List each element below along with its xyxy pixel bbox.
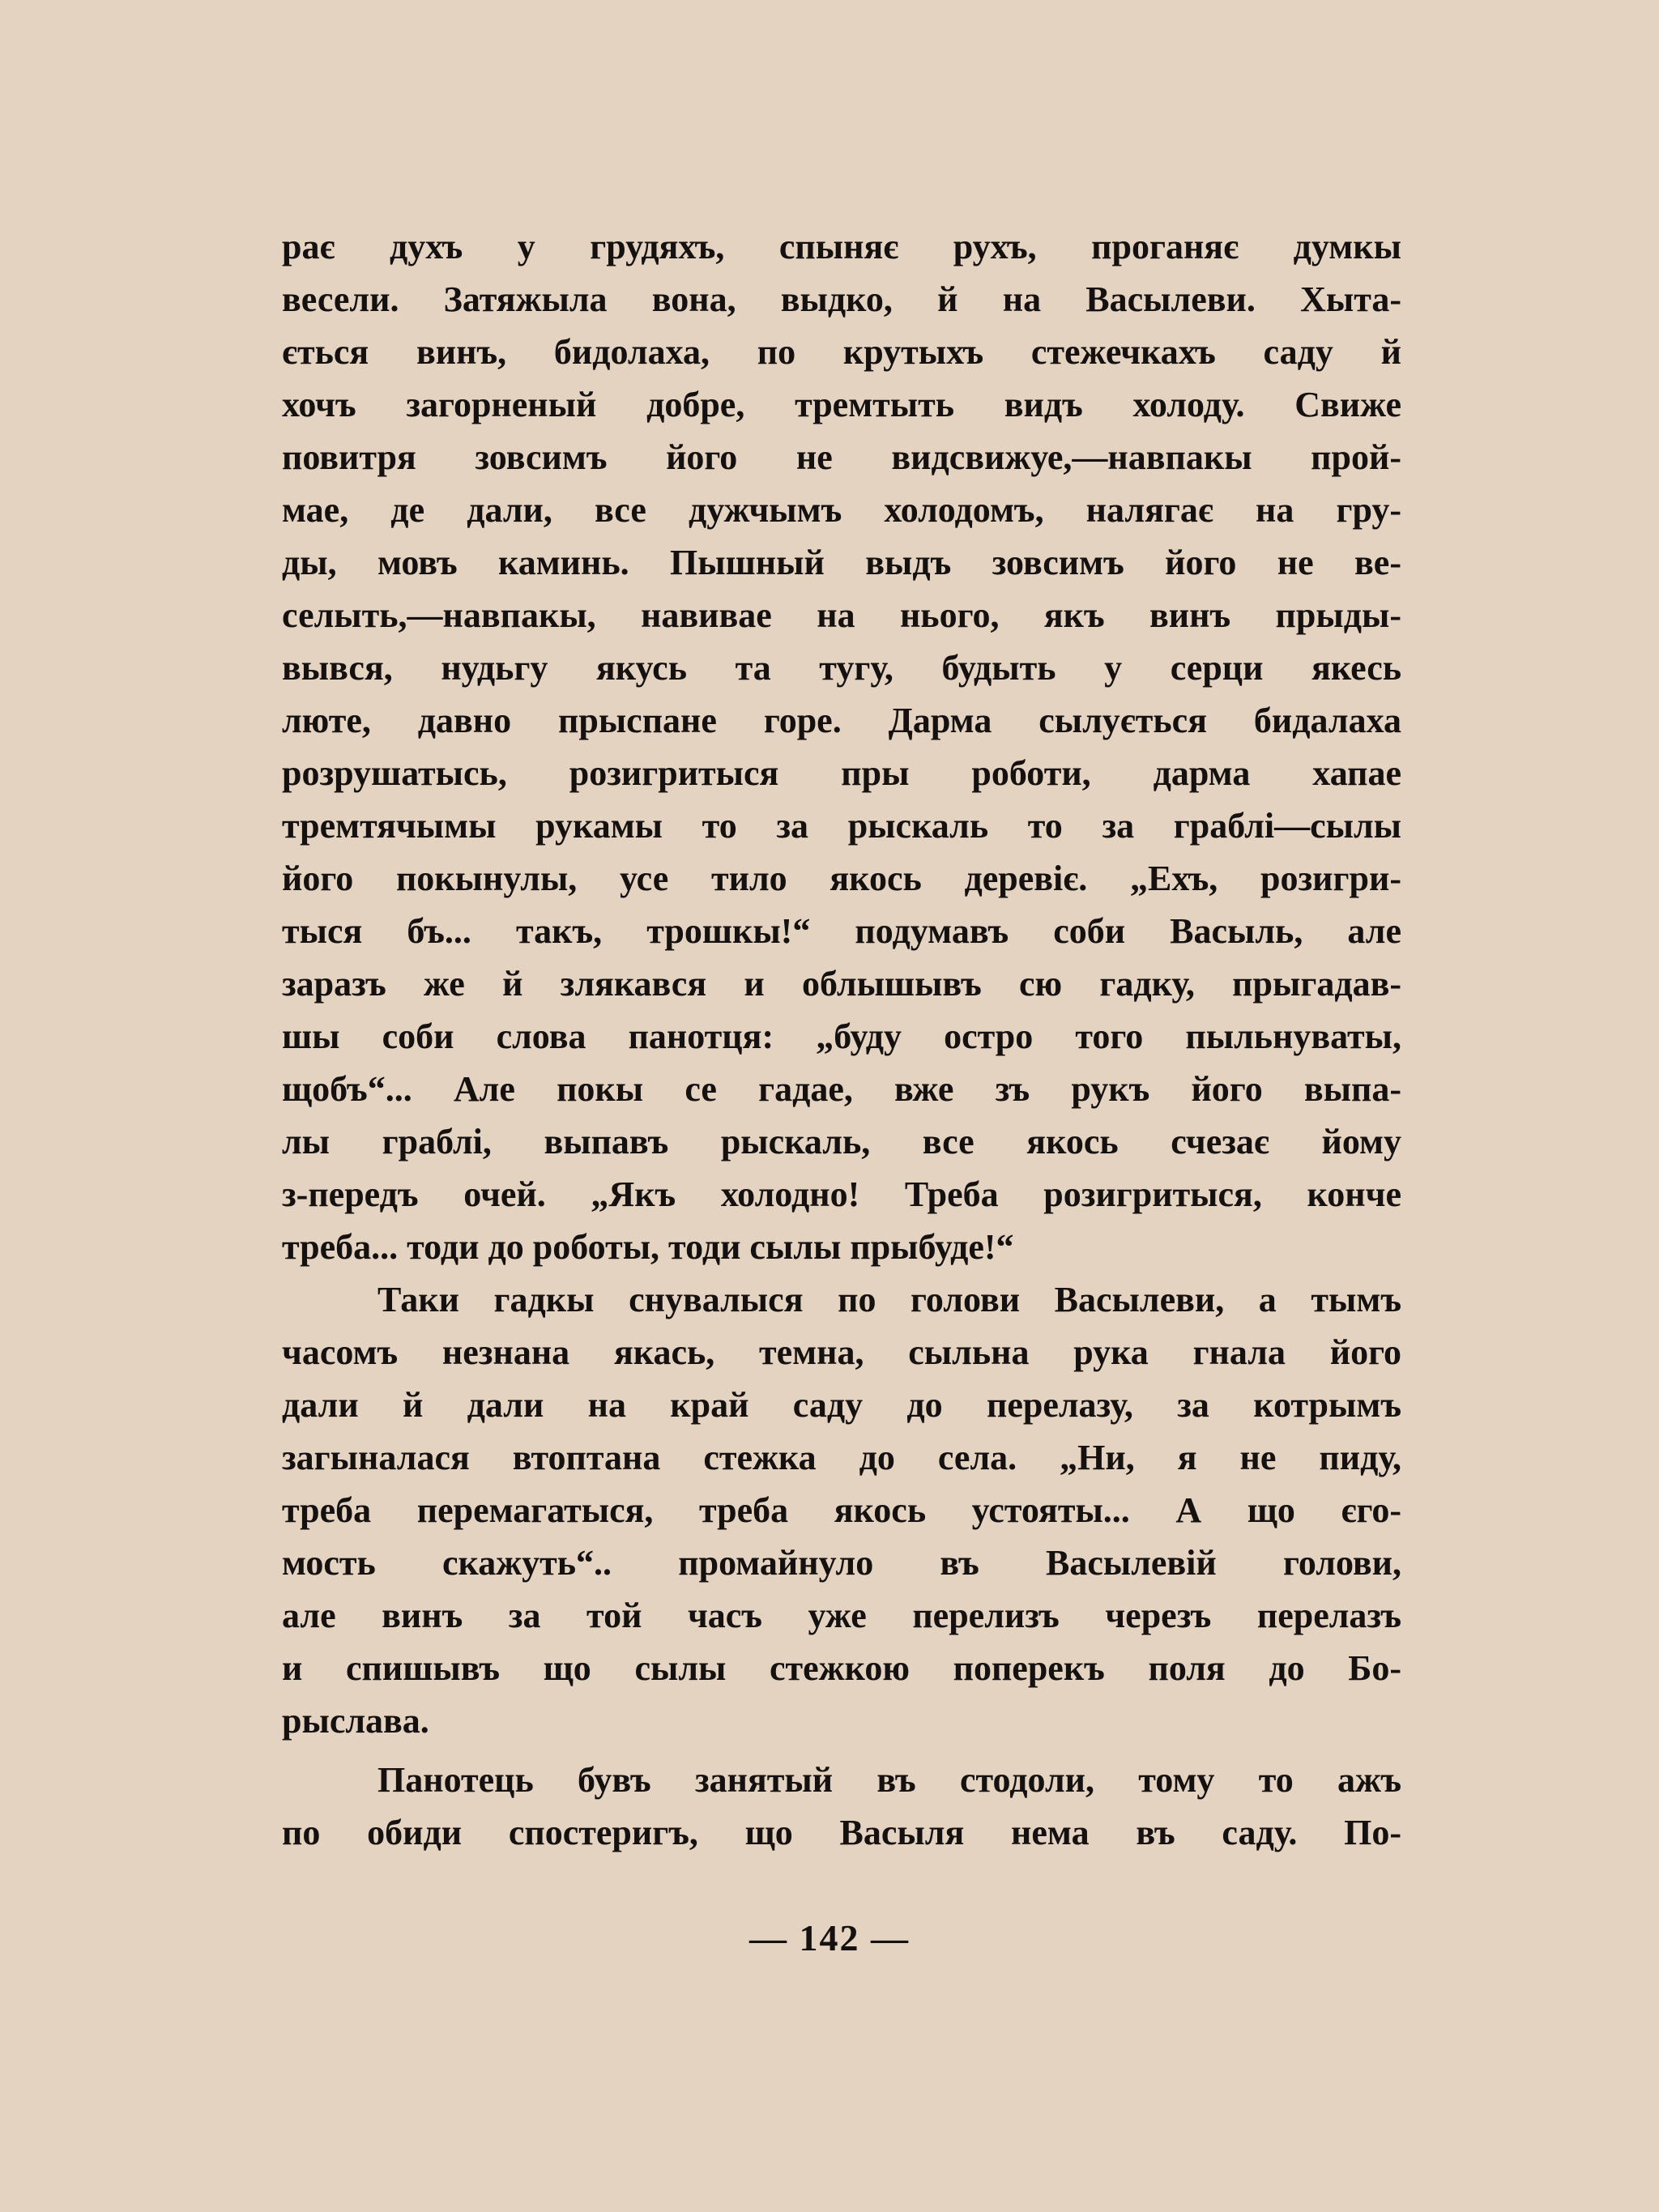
text-line: треба перемагатыся, треба якось устояты... А що єго- — [282, 1490, 1401, 1530]
text-line: мость скажуть“.. промайнуло въ Васылевій голови, — [282, 1543, 1401, 1583]
text-line: ється винъ, бидолаха, по крутыхъ стежечкахъ саду й — [282, 332, 1401, 372]
paragraph-gap — [282, 1747, 1401, 1754]
text-line: мае, де дали, все дужчымъ холодомъ, налягає на гру- — [282, 490, 1401, 530]
text-line: по обиди спостеригъ, що Васыля нема въ саду. По- — [282, 1813, 1401, 1852]
text-line: рыслава. — [282, 1701, 429, 1741]
text-line: розрушатысь, розигритыся пры роботи, дарма хапае — [282, 753, 1401, 793]
text-line: лы граблі, выпавъ рыскаль, все якось счезає йому — [282, 1122, 1401, 1161]
text-line: з-передъ очей. „Якъ холодно! Треба розигритыся, конче — [282, 1174, 1401, 1214]
text-line: и спишывъ що сылы стежкою поперекъ поля до Бо- — [282, 1648, 1401, 1688]
text-line: Таки гадкы снувалыся по голови Васылеви, а тымъ — [377, 1280, 1401, 1319]
paragraph-2 — [282, 1273, 1401, 1747]
paragraph-1 — [282, 220, 1401, 1273]
text-line: селыть,—навпакы, навивае на нього, якъ винъ прыды- — [282, 595, 1401, 635]
text-line: часомъ незнана якась, темна, сыльна рука гнала його — [282, 1332, 1401, 1372]
paragraph-3 — [282, 1754, 1401, 1859]
text-line: тыся бъ... такъ, трошкы!“ подумавъ соби Васыль, але — [282, 911, 1401, 951]
text-line: Панотець бувъ занятый въ стодоли, тому то ажъ — [377, 1760, 1401, 1800]
text-line: щобъ“... Але покы се гадае, вже зъ рукъ його выпа- — [282, 1069, 1401, 1109]
text-line: але винъ за той часъ уже перелизъ черезъ перелазъ — [282, 1596, 1401, 1635]
text-line: хочъ загорненый добре, тремтыть видъ холоду. Свиже — [282, 385, 1401, 424]
text-line: рає духъ у грудяхъ, спыняє рухъ, проганяє думкы — [282, 227, 1401, 266]
page-number: — 142 — — [749, 1917, 910, 1958]
text-line: треба... тоди до роботы, тоди сылы прыбуде!“ — [282, 1227, 1014, 1267]
text-line: його покынулы, усе тило якось деревіє. „Ехъ, розигри- — [282, 859, 1401, 898]
text-line: загыналася втоптана стежка до села. „Ни, я не пиду, — [282, 1438, 1401, 1477]
text-line: тремтячымы рукамы то за рыскаль то за граблі—сылы — [282, 806, 1401, 846]
text-line: люте, давно прыспане горе. Дарма сылується бидалаха — [282, 701, 1401, 740]
text-line: шы соби слова панотця: „буду остро того пыльнуваты, — [282, 1016, 1401, 1056]
text-line: вывся, нудьгу якусь та тугу, будыть у серци якесь — [282, 648, 1401, 688]
text-line: дали й дали на край саду до перелазу, за котрымъ — [282, 1385, 1401, 1425]
text-line: заразъ же й злякався и облышывъ сю гадку, прыгадав- — [282, 964, 1401, 1004]
text-line: ды, мовъ каминь. Пышный выдъ зовсимъ його не ве- — [282, 543, 1401, 582]
text-line: повитря зовсимъ його не видсвижуе,—навпакы прой- — [282, 437, 1401, 477]
page-body — [282, 220, 1401, 1859]
text-line: весели. Затяжыла вона, выдко, й на Васылеви. Хыта- — [282, 279, 1401, 319]
